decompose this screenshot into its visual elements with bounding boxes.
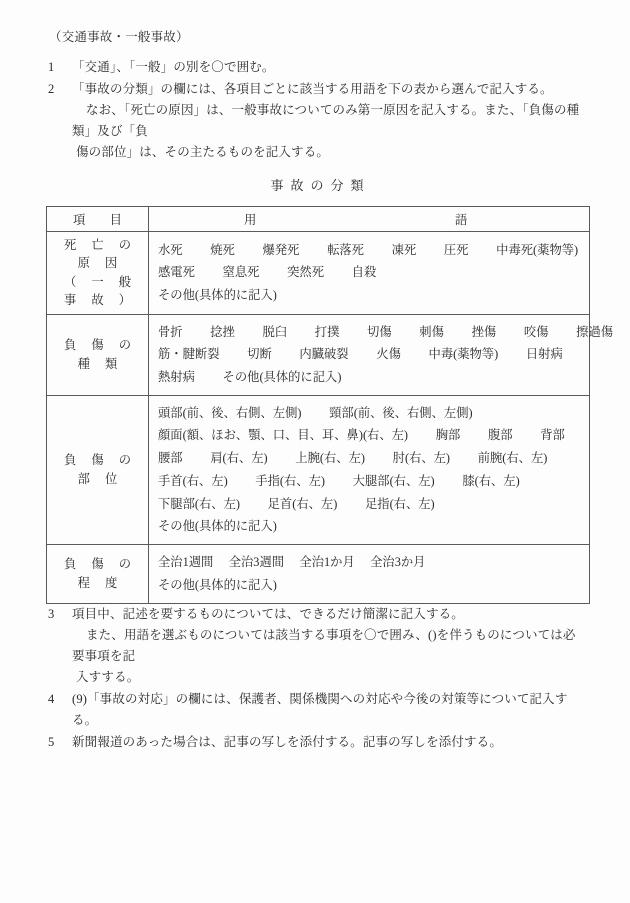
- term-line: 顔面(額、ほお、顎、口、目、耳、鼻)(右、左) 胸部 腹部 背部: [158, 428, 565, 443]
- note-line: なお、「死亡の原因」は、一般事故についてのみ第一原因を記入する。また、「負傷の種類」及び「負: [72, 102, 580, 138]
- term-line: その他(具体的に記入): [158, 577, 277, 592]
- classification-table: [46, 206, 613, 604]
- item-cell: [47, 545, 149, 603]
- note-line: 「事故の分類」の欄には、各項目ごとに該当する用語を下の表から選んで記入する。: [72, 81, 553, 96]
- note-line: 新聞報道のあった場合は、記事の写しを添付する。記事の写しを添付する。: [72, 734, 502, 749]
- notes-top-section: [46, 57, 588, 163]
- term-line: 骨折 捻挫 脱臼 打撲 切傷 刺傷 挫傷 咬傷 擦過傷: [158, 324, 613, 339]
- note-body: [72, 57, 588, 78]
- note-number: 2: [48, 81, 55, 96]
- term-line: 水死 焼死 爆発死 転落死 凍死 圧死 中毒死(薬物等): [158, 242, 579, 257]
- table-row: [47, 545, 590, 603]
- term-cell: [149, 545, 590, 603]
- note-number: 4: [48, 691, 55, 706]
- note-line: (9)「事故の対応」の欄には、保護者、関係機関への対応や今後の対策等について記入する。: [72, 691, 568, 727]
- term-line: 感電死 窒息死 突然死 自殺: [158, 265, 377, 280]
- note-body: [72, 79, 588, 163]
- note-body: [72, 604, 588, 688]
- term-cell: [149, 314, 613, 395]
- term-line: 筋・腱断裂 切断 内臓破裂 火傷 中毒(薬物等) 日射病: [158, 347, 563, 362]
- note-line: 「交通」、「一般」の別を〇で囲む。: [72, 59, 275, 74]
- note-item: [46, 604, 588, 688]
- item-line: 負 傷 の 種 類: [63, 338, 138, 371]
- item-line: 負 傷 の 程 度: [63, 557, 138, 590]
- term-line: 下腿部(右、左) 足首(右、左) 足指(右、左): [158, 496, 435, 511]
- column-header-term: [149, 206, 590, 231]
- note-item: [46, 689, 588, 731]
- note-line: 入すする。: [76, 669, 140, 684]
- item-cell: [47, 395, 149, 544]
- item-cell: [47, 231, 149, 314]
- document-subject: （交通事故・一般事故）: [49, 30, 189, 44]
- term-line: 腰部 肩(右、左) 上腕(右、左) 肘(右、左) 前腕(右、左): [158, 451, 548, 466]
- item-cell: [47, 314, 149, 395]
- note-number: 5: [48, 734, 55, 749]
- note-number: 1: [48, 59, 55, 74]
- note-line: また、用語を選ぶものについては該当する事項を〇で囲み、()を伴うものについては必要事項を記: [72, 627, 576, 663]
- note-line: 傷の部位」は、その主たるものを記入する。: [76, 144, 330, 159]
- term-line: 全治1週間 全治3週間 全治1か月 全治3か月: [158, 555, 426, 570]
- table-row: [47, 231, 590, 314]
- note-line: 項目中、記述を要するものについては、できるだけ簡潔に記入する。: [72, 606, 464, 621]
- term-line: その他(具体的に記入): [158, 519, 277, 534]
- item-line: （ 一 般 事 故 ）: [63, 274, 138, 308]
- note-body: [72, 732, 588, 753]
- note-item: [46, 57, 588, 78]
- term-line: 頭部(前、後、右側、左側) 頸部(前、後、右側、左側): [158, 405, 473, 420]
- note-item: [46, 732, 588, 753]
- term-line: 熱射病 その他(具体的に記入): [158, 369, 342, 384]
- term-line: 手首(右、左) 手指(右、左) 大腿部(右、左) 膝(右、左): [158, 473, 520, 488]
- table-row: [47, 395, 590, 544]
- note-item: [46, 79, 588, 163]
- column-header-term-right: 語: [455, 212, 468, 227]
- table-header-row: [47, 206, 590, 231]
- item-line: 負 傷 の 部 位: [63, 453, 138, 486]
- item-line: 死 亡 の 原 因: [63, 237, 138, 271]
- notes-bottom-section: [46, 604, 588, 753]
- term-line: その他(具体的に記入): [158, 287, 277, 302]
- column-header-item: 項 目: [47, 206, 149, 231]
- term-cell: [149, 395, 590, 544]
- table-row: [47, 314, 590, 395]
- table-title: 事故の分類: [270, 177, 371, 193]
- note-number: 3: [48, 606, 55, 621]
- column-header-term-left: 用: [244, 212, 257, 227]
- note-body: [72, 689, 588, 731]
- table-body: [47, 231, 613, 603]
- term-cell: [149, 231, 590, 314]
